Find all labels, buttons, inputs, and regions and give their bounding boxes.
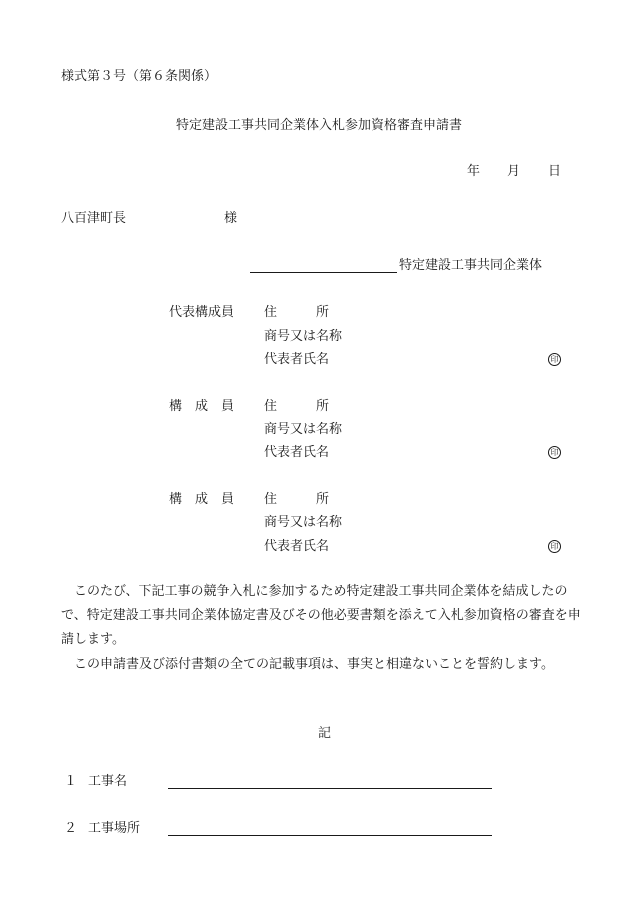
- date-month-label: 月: [507, 164, 521, 179]
- address-label: 住 所: [264, 399, 330, 414]
- item-label: 工事名: [88, 774, 128, 789]
- company-name-label: 商号又は名称: [264, 329, 343, 344]
- representative-name-label: 代表者氏名: [264, 445, 330, 460]
- seal-mark-icon: 印: [548, 353, 561, 366]
- company-name-label: 商号又は名称: [264, 515, 343, 530]
- item-number: ２: [64, 821, 78, 836]
- construction-location-blank-line[interactable]: [168, 835, 492, 836]
- date-year-label: 年: [467, 164, 481, 179]
- document-title: 特定建設工事共同企業体入札参加資格審査申請書: [176, 118, 463, 133]
- date-day-label: 日: [548, 164, 562, 179]
- jv-name-suffix: 特定建設工事共同企業体: [399, 258, 543, 273]
- addressee-honorific: 様: [224, 211, 238, 226]
- jv-name-blank-line[interactable]: [250, 272, 397, 273]
- form-number: 様式第３号（第６条関係）: [61, 69, 218, 84]
- member-role: 代表構成員: [169, 305, 235, 320]
- member-role: 構 成 員: [169, 492, 235, 507]
- pledge-statement: この申請書及び添付書類の全ての記載事項は、事実と相違ないことを誓約します。: [74, 657, 554, 672]
- company-name-label: 商号又は名称: [264, 422, 343, 437]
- seal-mark-icon: 印: [548, 540, 561, 553]
- representative-name-label: 代表者氏名: [264, 352, 330, 367]
- ki-heading: 記: [318, 726, 332, 741]
- item-label: 工事場所: [88, 821, 141, 836]
- member-role: 構 成 員: [169, 399, 235, 414]
- application-statement: このたび、下記工事の競争入札に参加するため特定建設工事共同企業体を結成したので、特定建設工事共同企業体協定書及びその他必要書類を添えて入札参加資格の審査を申請します。: [61, 584, 581, 647]
- item-number: １: [64, 774, 78, 789]
- representative-name-label: 代表者氏名: [264, 539, 330, 554]
- address-label: 住 所: [264, 305, 330, 320]
- seal-mark-icon: 印: [548, 446, 561, 459]
- addressee-name: 八百津町長: [61, 211, 127, 226]
- construction-name-blank-line[interactable]: [168, 788, 492, 789]
- address-label: 住 所: [264, 492, 330, 507]
